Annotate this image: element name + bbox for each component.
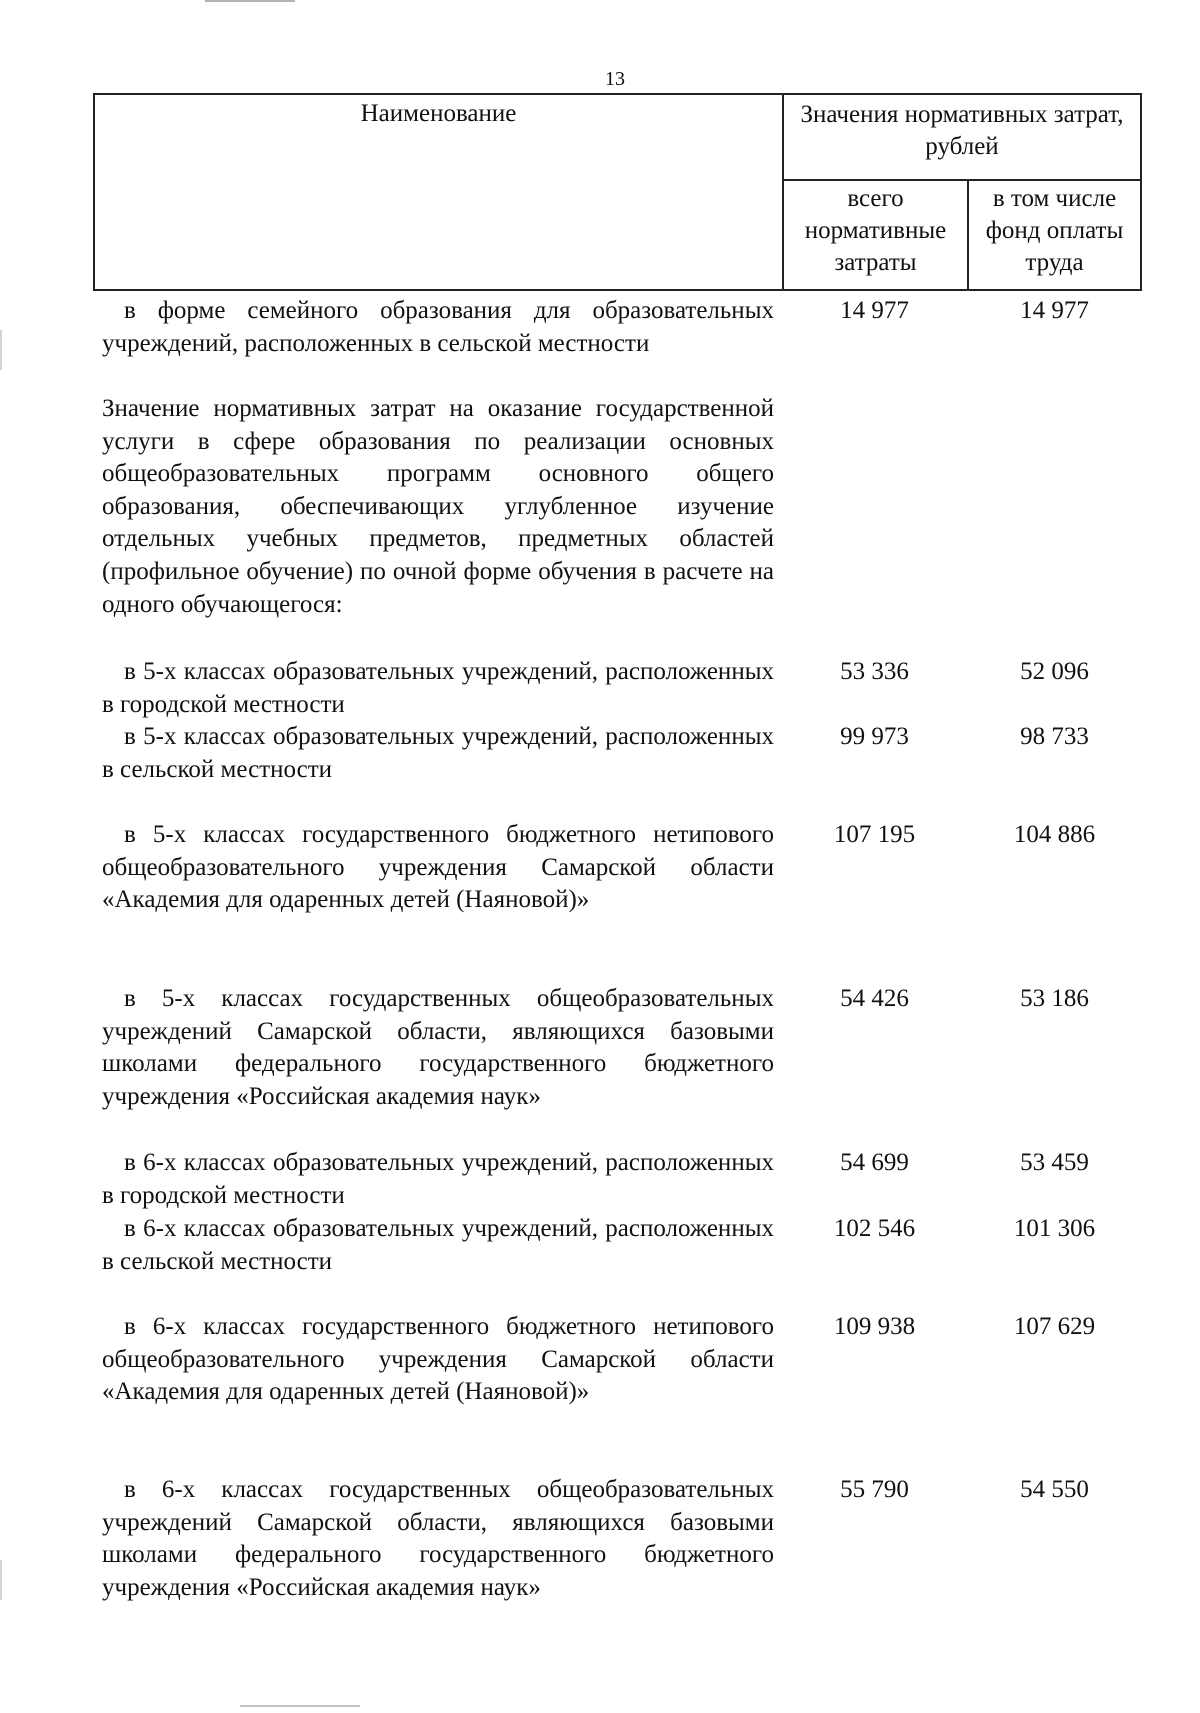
row-description: в 6-х классах государственного бюджетного нетипового общеобразовательного учреждения Самарской области «Академия для одаренных детей (Наяновой)» — [102, 1313, 774, 1406]
row-total-value: 99 973 — [840, 723, 909, 750]
row-description: в 5-х классах государственных общеобразовательных учреждений Самарской области, являющихся базовыми школами федерального государственного бюджетного учреждения «Российская академия наук» — [102, 985, 774, 1110]
column-header-total: всего нормативные затраты — [804, 185, 947, 276]
row-total-value: 14 977 — [840, 297, 909, 324]
scan-artifact — [205, 0, 295, 2]
row-wage-value: 107 629 — [1013, 1313, 1096, 1340]
column-header-values: Значения нормативных затрат, рублей — [800, 101, 1124, 160]
row-wage-value: 54 550 — [1020, 1476, 1089, 1503]
row-description: Значение нормативных затрат на оказание государственной услуги в сфере образования по реализации основных общеобразовательных программ основного общего образования, обеспечивающих углубленное изучение отдельных учебных предметов, предметных областей (профильное обучение) по очной форме обучения в расчете на одного обучающегося: — [102, 395, 774, 618]
table-header — [93, 93, 1142, 291]
row-wage-value: 53 186 — [1020, 985, 1089, 1012]
row-wage-value: 104 886 — [1013, 821, 1096, 848]
row-total-value: 107 195 — [833, 821, 916, 848]
row-total-value: 54 426 — [840, 985, 909, 1012]
row-wage-value: 53 459 — [1020, 1149, 1089, 1176]
row-total-value: 53 336 — [840, 658, 909, 685]
header-divider — [782, 179, 1140, 181]
row-total-value: 55 790 — [840, 1476, 909, 1503]
column-header-wage: в том числе фонд оплаты труда — [985, 185, 1124, 276]
scan-artifact — [0, 330, 2, 370]
row-total-value: 102 546 — [833, 1215, 916, 1242]
scan-artifact — [0, 1560, 2, 1600]
row-total-value: 109 938 — [833, 1313, 916, 1340]
column-header-name: Наименование — [360, 100, 517, 127]
row-wage-value: 98 733 — [1020, 723, 1089, 750]
row-description: в 5-х классах образовательных учреждений, расположенных в городской местности — [102, 658, 774, 718]
row-description: в 6-х классах государственных общеобразовательных учреждений Самарской области, являющихся базовыми школами федерального государственного бюджетного учреждения «Российская академия наук» — [102, 1476, 774, 1601]
page-number: 13 — [605, 68, 625, 90]
row-total-value: 54 699 — [840, 1149, 909, 1176]
row-description: в 6-х классах образовательных учреждений, расположенных в сельской местности — [102, 1215, 774, 1275]
row-description: в 5-х классах государственного бюджетного нетипового общеобразовательного учреждения Самарской области «Академия для одаренных детей (Наяновой)» — [102, 821, 774, 914]
row-wage-value: 52 096 — [1020, 658, 1089, 685]
row-wage-value: 14 977 — [1020, 297, 1089, 324]
row-description: в 6-х классах образовательных учреждений, расположенных в городской местности — [102, 1149, 774, 1209]
scan-artifact — [240, 1705, 360, 1707]
row-description: в форме семейного образования для образовательных учреждений, расположенных в сельской местности — [102, 297, 774, 357]
row-wage-value: 101 306 — [1013, 1215, 1096, 1242]
row-description: в 5-х классах образовательных учреждений, расположенных в сельской местности — [102, 723, 774, 783]
